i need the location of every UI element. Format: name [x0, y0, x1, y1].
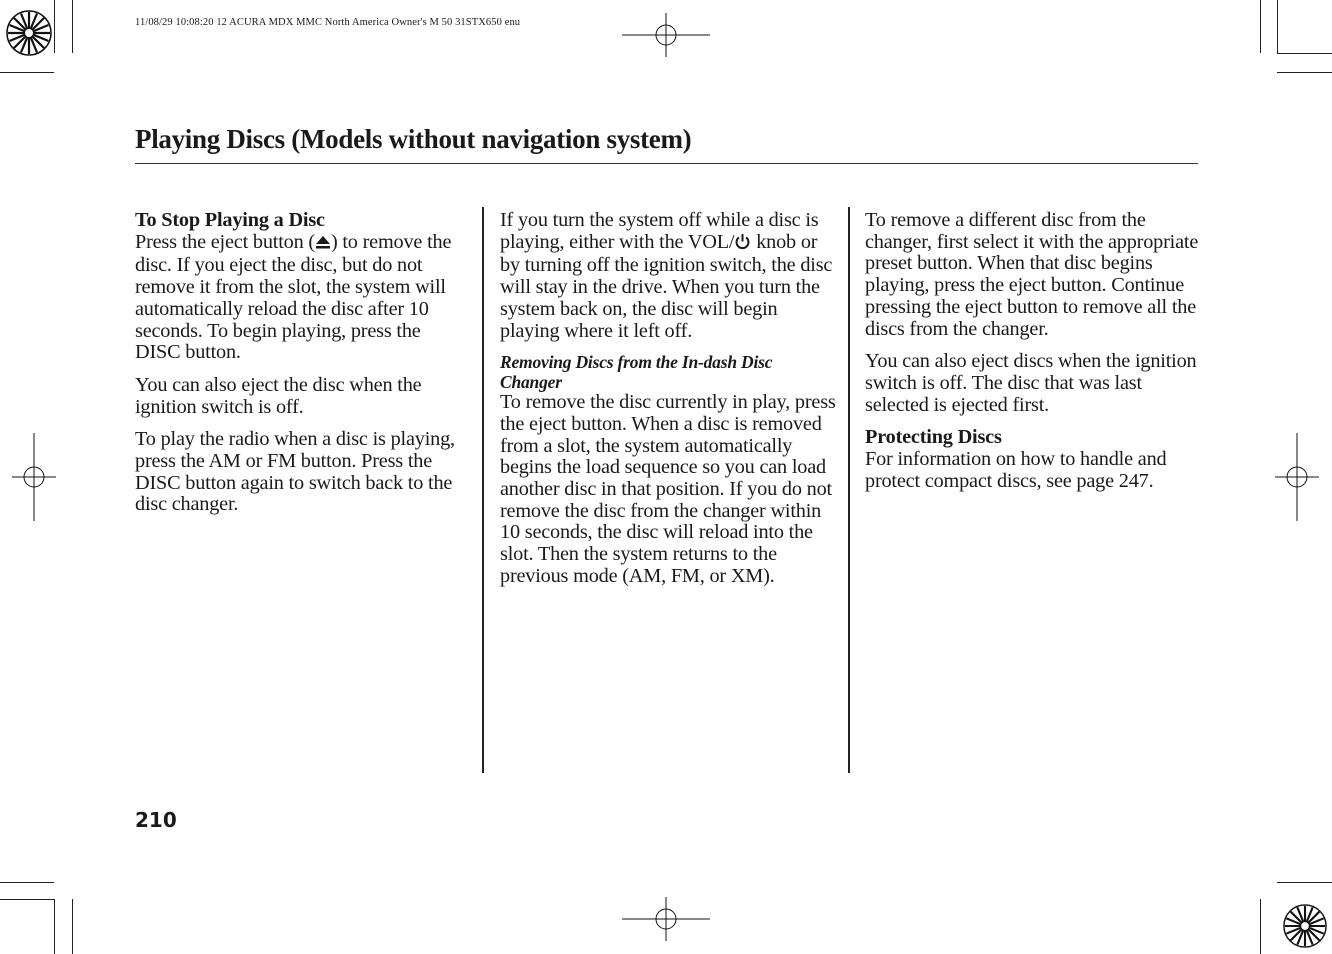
column-1 [135, 210, 470, 527]
column-divider [482, 207, 484, 773]
crop-mark [1277, 72, 1332, 73]
crop-mark [54, 899, 55, 954]
page-number: 210 [135, 808, 177, 832]
crop-mark [0, 882, 54, 883]
print-slug: 11/08/29 10:08:20 12 ACURA MDX MMC North America Owner's M 50 31STX650 enu [135, 17, 521, 28]
body-text: For information on how to handle and protect compact discs, see page 247. [865, 448, 1167, 492]
crop-mark [1260, 899, 1261, 954]
crosshair-mark-top [622, 13, 710, 61]
crosshair-mark-left [12, 433, 56, 525]
body-text: To remove the disc currently in play, press the eject button. When a disc is removed from a slot, the system automatically begins the load sequence so you can load another disc in that position. If you do not remove the disc from the changer within 10 seconds, the disc will reload into the slot. Then the system returns to the previous mode (AM, FM, or XM). [500, 391, 836, 587]
crop-mark [1260, 0, 1261, 53]
section-heading: To Stop Playing a Disc [135, 209, 325, 231]
paragraph: You can also eject the disc when the ignition switch is off. [135, 373, 422, 418]
crop-mark [1277, 53, 1332, 54]
page-title: Playing Discs (Models without navigation system) [135, 124, 692, 154]
body-text: Press the eject button ( [135, 230, 315, 253]
crop-mark [72, 0, 73, 53]
paragraph: To remove a different disc from the changer, first select it with the appropriate preset button. When that disc begins playing, press the eject button. Continue pressing the eject button to remove all the discs from the changer. [865, 209, 1199, 340]
paragraph [500, 210, 836, 342]
title-rule [135, 163, 1198, 164]
body-text: ) to remove the disc. If you eject the disc, but do not remove it from the slot, the system will automatically reload the disc after 10 seconds. To begin playing, press the DISC button. [135, 230, 452, 364]
section-heading: Protecting Discs [865, 426, 1002, 449]
paragraph [865, 427, 1199, 492]
crosshair-mark-right [1275, 433, 1319, 525]
column-3 [865, 210, 1199, 503]
paragraph: To play the radio when a disc is playing, press the AM or FM button. Press the DISC button again to switch back to the disc changer. [135, 428, 455, 516]
eject-icon [315, 234, 331, 256]
crop-mark [1277, 882, 1332, 883]
section-heading: Removing Discs from the In-dash Disc Changer [500, 352, 773, 393]
registration-mark-top-left [5, 9, 53, 61]
crosshair-mark-bottom [622, 897, 710, 945]
paragraph [500, 352, 836, 587]
crop-mark [1277, 0, 1278, 53]
registration-mark-bottom-right [1282, 903, 1328, 953]
paragraph [135, 210, 470, 364]
body-text: knob or by turning off the ignition switch, the disc will stay in the drive. When you turn the system back on, the disc will begin playing where it left off. [500, 230, 833, 342]
paragraph: You can also eject discs when the ignition switch is off. The disc that was last selected is ejected first. [865, 350, 1197, 416]
column-2 [500, 210, 836, 599]
column-divider [848, 207, 850, 773]
crop-mark [72, 899, 73, 954]
crop-mark [0, 72, 54, 73]
power-icon [734, 233, 751, 256]
crop-mark [54, 0, 55, 53]
body-text: If you turn the system off while a disc is playing, either with the VOL/ [500, 209, 819, 253]
crop-mark [0, 899, 54, 900]
